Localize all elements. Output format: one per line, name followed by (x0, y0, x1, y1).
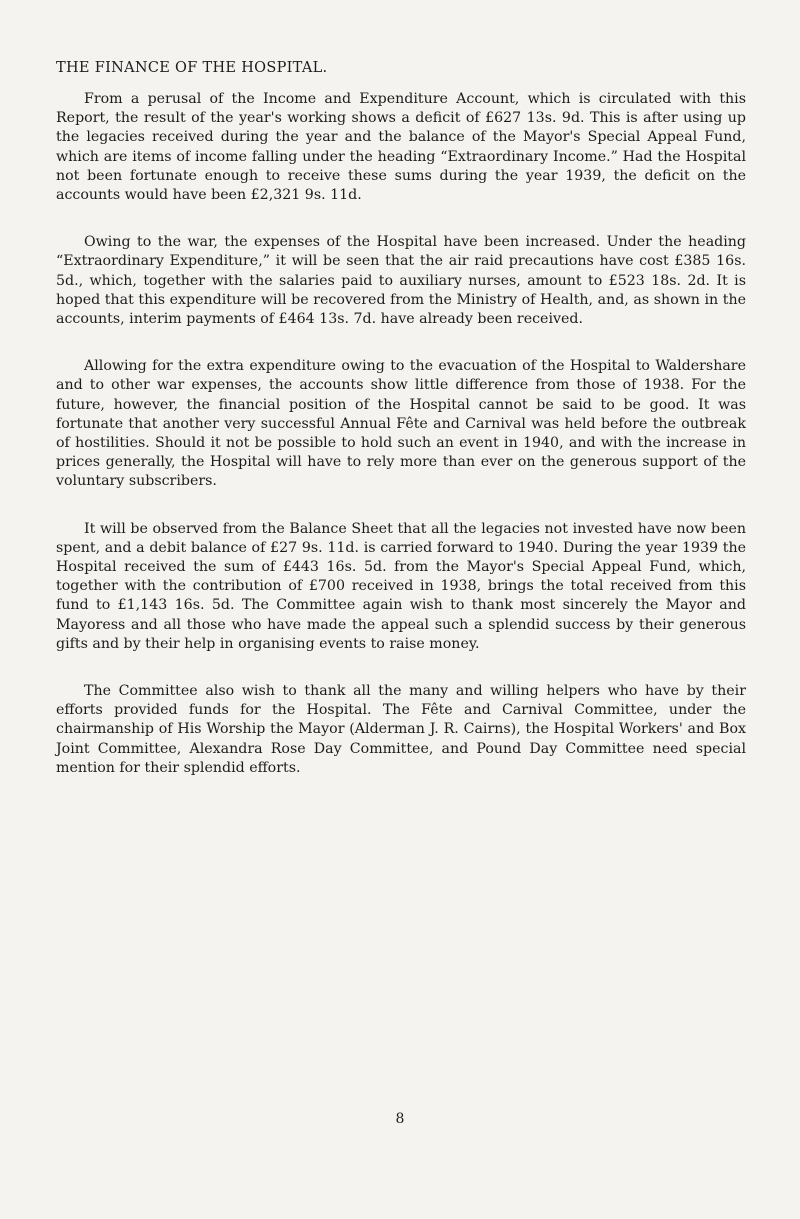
page-number: 8 (395, 1111, 405, 1127)
document-page (56, 60, 746, 806)
section-heading: THE FINANCE OF THE HOSPITAL. (56, 60, 328, 76)
paragraph-thanks-helpers: The Committee also wish to thank all the many and willing helpers who have by their efforts provided funds for the Hospital. The Fête and Carnival Committee, under the chairmanship of His Worship the Mayor (Alderman J. R. Cairns), the Hospital Workers' and Box Joint Committee, Alexandra Rose Day Committee, and Pound Day Committee need special mention for their splendid efforts. (56, 683, 746, 776)
paragraph-legacies-appeal: It will be observed from the Balance Sheet that all the legacies not invested have now been spent, and a debit balance of £27 9s. 11d. is carried forward to 1940. During the year 1939 the Hospital received the sum of £443 16s. 5d. from the Mayor's Special Appeal Fund, which, together with the contribution of £700 received in 1938, brings the total received from this fund to £1,143 16s. 5d. The Committee again wish to thank most sincerely the Mayor and Mayoress and all those who have made the appeal such a splendid success by their generous gifts and by their help in organising events to raise money. (56, 520, 746, 652)
paragraph-financial-outlook: Allowing for the extra expenditure owing to the evacuation of the Hospital to Waldershare and to other war expenses, the accounts show little difference from those of 1938. For the future, however, the financial position of the Hospital cannot be said to be good. It was fortunate that another very successful Annual Fête and Carnival was held before the outbreak of hostilities. Should it not be possible to hold such an event in 1940, and with the increase in prices generally, the Hospital will have to rely more than ever on the generous support of the voluntary subscribers. (56, 358, 746, 490)
paragraph-deficit: From a perusal of the Income and Expenditure Account, which is circulated with this Report, the result of the year's working shows a deficit of £627 13s. 9d. This is after using up the legacies received during the year and the balance of the Mayor's Special Appeal Fund, which are items of income falling under the heading “Extraordinary Income.” Had the Hospital not been fortunate enough to receive these sums during the year 1939, the deficit on the accounts would have been £2,321 9s. 11d. (56, 91, 746, 204)
paragraph-war-expenses: Owing to the war, the expenses of the Hospital have been increased. Under the heading “Extraordinary Expenditure,” it will be seen that the air raid precautions have cost £385 16s. 5d., which, together with the salaries paid to auxiliary nurses, amount to £523 18s. 2d. It is hoped that this expenditure will be recovered from the Ministry of Health, and, as shown in the accounts, interim payments of £464 13s. 7d. have already been received. (56, 234, 746, 328)
